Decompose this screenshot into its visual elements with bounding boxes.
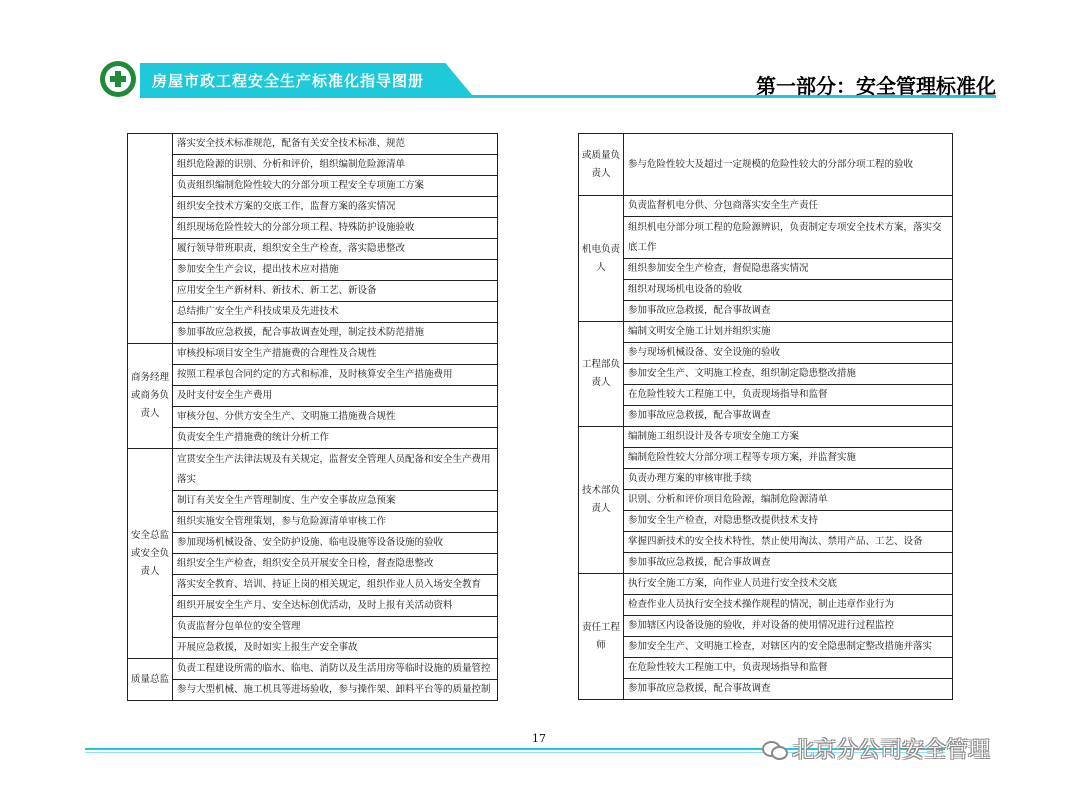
table-row (128, 533, 498, 554)
duty-cell: 编制施工组织设计及各专项安全施工方案 (624, 427, 953, 448)
duty-cell: 组织安全技术方案的交底工作，监督方案的落实情况 (173, 197, 498, 218)
logo (100, 61, 136, 97)
table-row (579, 574, 953, 595)
watermark (762, 733, 990, 764)
table-row (579, 259, 953, 280)
duty-cell: 组织开展安全生产月、安全达标创优活动，及时上报有关活动资料 (173, 596, 498, 617)
role-cell (128, 134, 173, 344)
page-number: 17 (532, 732, 546, 745)
table-row (579, 511, 953, 532)
duty-cell: 及时支付安全生产费用 (173, 386, 498, 407)
table-row (579, 532, 953, 553)
table-row (128, 512, 498, 533)
role-cell: 安全总监或安全负责人 (128, 449, 173, 659)
duty-cell: 落实安全技术标准规范，配备有关安全技术标准、规范 (173, 134, 498, 155)
table-row (128, 260, 498, 281)
duty-cell: 组织对现场机电设备的验收 (624, 280, 953, 301)
duty-cell: 组织安全生产检查，组织安全员开展安全日检，督查隐患整改 (173, 554, 498, 575)
duty-cell: 组织现场危险性较大的分部分项工程、特殊防护设施验收 (173, 218, 498, 239)
duty-cell: 参加事故应急救援，配合事故调查 (624, 679, 953, 700)
duty-cell: 负责办理方案的审核审批手续 (624, 469, 953, 490)
duty-cell: 组织参加安全生产检查，督促隐患落实情况 (624, 259, 953, 280)
table-row (579, 134, 953, 196)
duty-cell: 负责监督机电分供、分包商落实安全生产责任 (624, 196, 953, 217)
duty-cell: 负责工程建设所需的临水、临电、消防以及生活用房等临时设施的质量管控 (173, 659, 498, 680)
table-row (579, 364, 953, 385)
table-row (128, 323, 498, 344)
table-row (128, 491, 498, 512)
table-row (579, 196, 953, 217)
role-cell: 商务经理或商务负责人 (128, 344, 173, 449)
duty-cell: 编制危险性较大分部分项工程等专项方案，并监督实施 (624, 448, 953, 469)
duty-cell: 参与危险性较大及超过一定规模的危险性较大的分部分项工程的验收 (624, 134, 953, 196)
table-row (128, 449, 498, 491)
role-cell: 质量总监 (128, 659, 173, 701)
table-row (128, 302, 498, 323)
table-row (128, 365, 498, 386)
table-row (579, 616, 953, 637)
table-row (579, 679, 953, 700)
table-row (579, 490, 953, 511)
table-row (128, 344, 498, 365)
table-row (579, 217, 953, 259)
duty-cell: 参加辖区内设备设施的验收，并对设备的使用情况进行过程监控 (624, 616, 953, 637)
table-row (579, 469, 953, 490)
duty-cell: 掌握四新技术的安全技术特性，禁止使用淘汰、禁用产品、工艺、设备 (624, 532, 953, 553)
table-row (128, 659, 498, 680)
duty-cell: 参加安全生产、文明施工检查，对辖区内的安全隐患制定整改措施并落实 (624, 637, 953, 658)
role-cell: 或质量负责人 (579, 134, 624, 196)
duty-cell: 检查作业人员执行安全技术操作规程的情况，制止违章作业行为 (624, 595, 953, 616)
duty-cell: 按照工程承包合同约定的方式和标准，及时核算安全生产措施费用 (173, 365, 498, 386)
table-row (579, 322, 953, 343)
table-row (579, 301, 953, 322)
duty-cell: 参加事故应急救援，配合事故调查 (624, 301, 953, 322)
table-row (579, 595, 953, 616)
table-row (128, 407, 498, 428)
duty-cell: 参与现场机械设备、安全设施的验收 (624, 343, 953, 364)
manual-title: 房屋市政工程安全生产标准化指导图册 (152, 72, 425, 90)
role-cell: 工程部负责人 (579, 322, 624, 427)
responsibility-table-right (578, 133, 953, 700)
duty-cell: 负责组织编制危险性较大的分部分项工程安全专项施工方案 (173, 176, 498, 197)
table-row (128, 281, 498, 302)
duty-cell: 总结推广安全生产科技成果及先进技术 (173, 302, 498, 323)
table-row (128, 386, 498, 407)
duty-cell: 制订有关安全生产管理制度、生产安全事故应急预案 (173, 491, 498, 512)
duty-cell: 参加现场机械设备、安全防护设施、临电设施等设备设施的验收 (173, 533, 498, 554)
table-row (579, 385, 953, 406)
table-row (579, 553, 953, 574)
table-row (579, 427, 953, 448)
table-row (579, 343, 953, 364)
table-row (128, 176, 498, 197)
table-row (128, 638, 498, 659)
table-row (128, 239, 498, 260)
duty-cell: 负责监督分包单位的安全管理 (173, 617, 498, 638)
duty-cell: 应用安全生产新材料、新技术、新工艺、新设备 (173, 281, 498, 302)
role-cell: 责任工程师 (579, 574, 624, 700)
duty-cell: 参加安全生产检查，对隐患整改提供技术支持 (624, 511, 953, 532)
table-row (128, 155, 498, 176)
table-row (579, 406, 953, 427)
duty-cell: 参加安全生产会议，提出技术应对措施 (173, 260, 498, 281)
duty-cell: 参与大型机械、施工机具等进场验收，参与操作架、卸料平台等的质量控制 (173, 680, 498, 701)
table-row (579, 448, 953, 469)
duty-cell: 开展应急救援，及时如实上报生产安全事故 (173, 638, 498, 659)
table-row (128, 554, 498, 575)
section-title: 第一部分：安全管理标准化 (756, 74, 996, 98)
table-row (128, 428, 498, 449)
duty-cell: 识别、分析和评价项目危险源，编制危险源清单 (624, 490, 953, 511)
duty-cell: 宣贯安全生产法律法规及有关规定，监督安全管理人员配备和安全生产费用落实 (173, 449, 498, 491)
duty-cell: 履行领导带班职责，组织安全生产检查，落实隐患整改 (173, 239, 498, 260)
duty-cell: 参加事故应急救援，配合事故调查处理，制定技术防范措施 (173, 323, 498, 344)
table-row (128, 218, 498, 239)
table-row (579, 658, 953, 679)
table-row (579, 637, 953, 658)
role-cell: 技术部负责人 (579, 427, 624, 574)
table-row (128, 134, 498, 155)
cross-icon (105, 66, 131, 92)
duty-cell: 组织实施安全管理策划，参与危险源清单审核工作 (173, 512, 498, 533)
table-row (128, 596, 498, 617)
duty-cell: 参加安全生产、文明施工检查，组织制定隐患整改措施 (624, 364, 953, 385)
duty-cell: 在危险性较大工程施工中，负责现场指导和监督 (624, 385, 953, 406)
duty-cell: 参加事故应急救援，配合事故调查 (624, 406, 953, 427)
duty-cell: 审核分包、分供方安全生产、文明施工措施费合规性 (173, 407, 498, 428)
duty-cell: 负责安全生产措施费的统计分析工作 (173, 428, 498, 449)
table-row (128, 197, 498, 218)
table-row (128, 575, 498, 596)
duty-cell: 执行安全施工方案，向作业人员进行安全技术交底 (624, 574, 953, 595)
watermark-text: 北京分公司安全管理 (792, 738, 991, 763)
duty-cell: 编制文明安全施工计划并组织实施 (624, 322, 953, 343)
table-row (128, 617, 498, 638)
duty-cell: 组织机电分部分项工程的危险源辨识，负责制定专项安全技术方案，落实交底工作 (624, 217, 953, 259)
duty-cell: 参加事故应急救援，配合事故调查 (624, 553, 953, 574)
duty-cell: 组织危险源的识别、分析和评价，组织编制危险源清单 (173, 155, 498, 176)
duty-cell: 落实安全教育、培训、持证上岗的相关规定，组织作业人员入场安全教育 (173, 575, 498, 596)
duty-cell: 在危险性较大工程施工中，负责现场指导和监督 (624, 658, 953, 679)
duty-cell: 审核投标项目安全生产措施费的合理性及合规性 (173, 344, 498, 365)
responsibility-table-left (127, 133, 498, 701)
role-cell: 机电负责人 (579, 196, 624, 322)
table-row (128, 680, 498, 701)
table-row (579, 280, 953, 301)
wechat-icon (762, 739, 786, 759)
